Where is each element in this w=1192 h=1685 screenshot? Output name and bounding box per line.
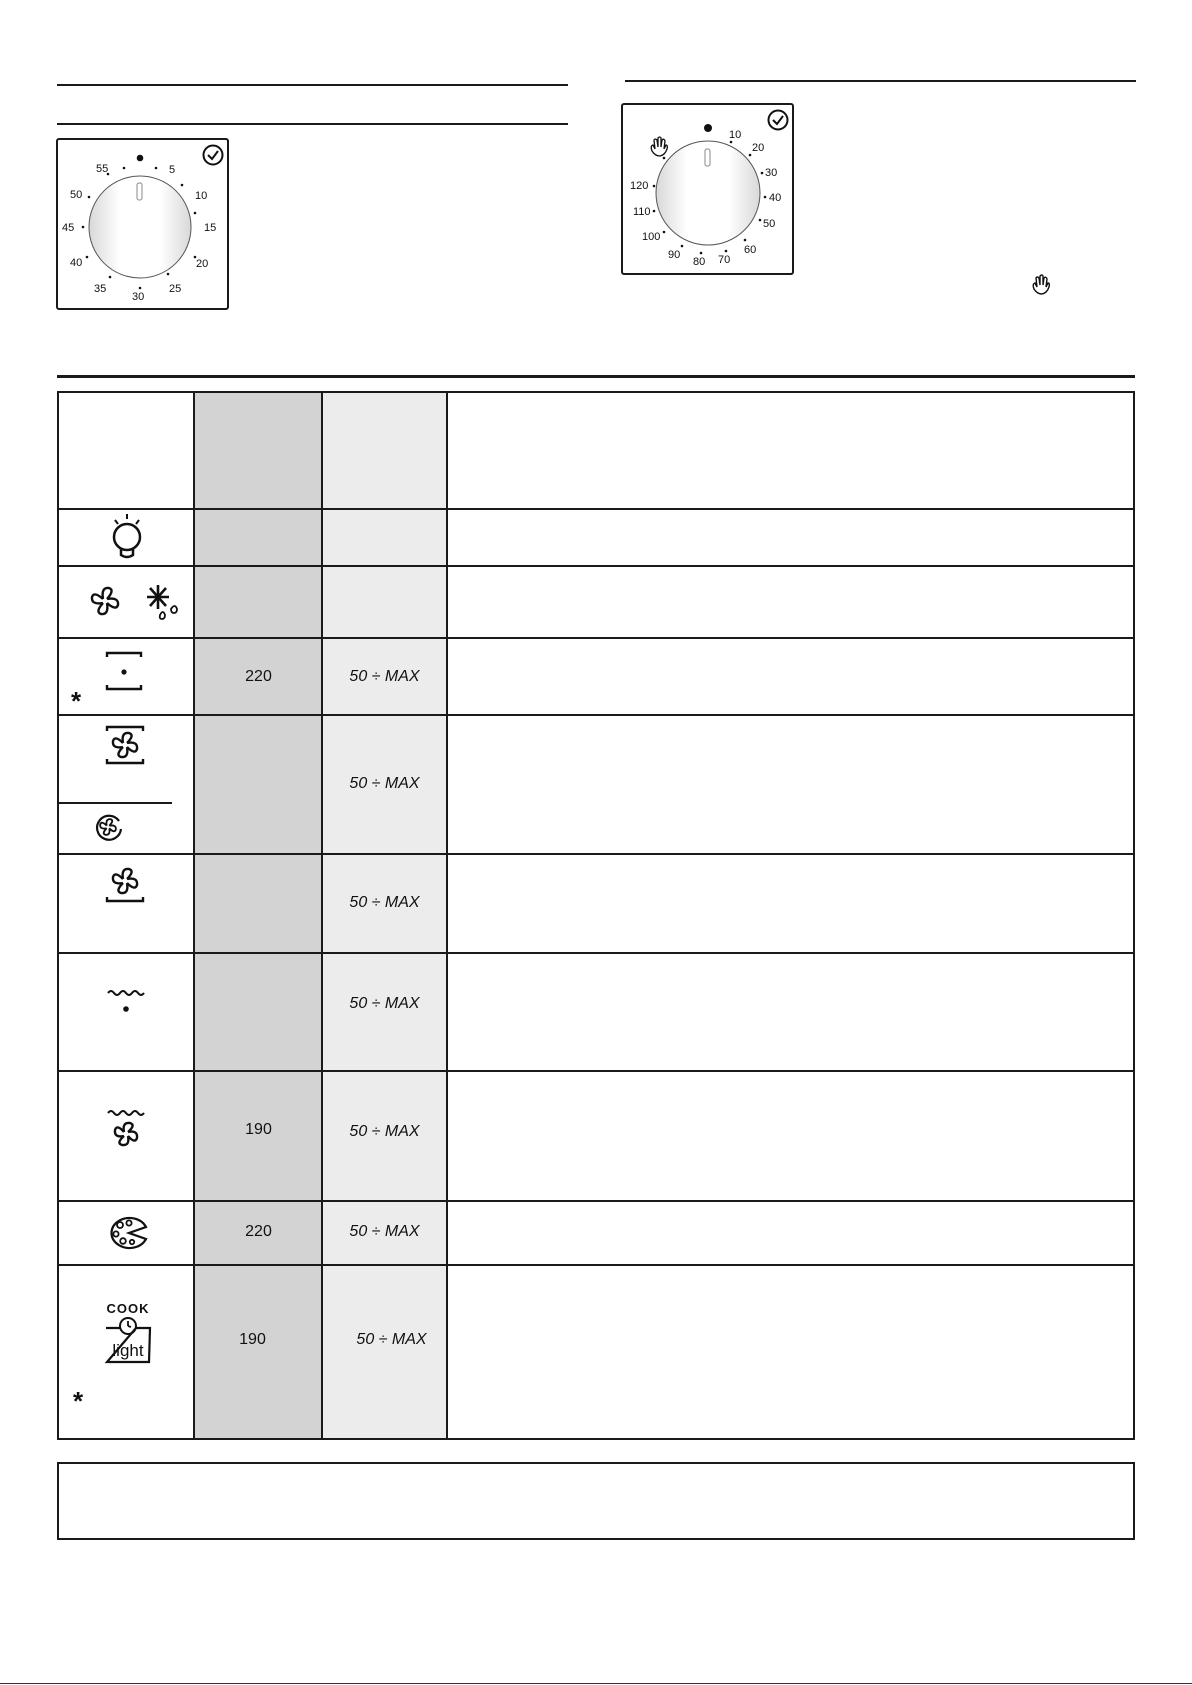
oven-lamp-icon	[105, 511, 149, 563]
dial-60-label-10: 10	[195, 190, 208, 202]
fan-defrost-icon	[83, 573, 183, 629]
dial-60-label-5: 5	[169, 164, 176, 176]
temperature-column	[195, 393, 322, 1438]
cook-light-light-text: light	[112, 1341, 144, 1360]
top-bottom-heat-icon	[103, 649, 147, 699]
row-3-temperature: 220	[245, 668, 272, 685]
program-table	[57, 391, 1135, 1440]
dial-60-label-55: 55	[96, 163, 109, 175]
hand-icon	[651, 137, 667, 156]
dial-120-label-30: 30	[765, 167, 778, 179]
fan-grill-icon	[105, 1107, 149, 1153]
dial-120-label-90: 90	[668, 249, 681, 261]
dial-120-label-20: 20	[752, 142, 765, 154]
dial-60-label-20: 20	[196, 258, 209, 270]
row-7-temperature: 190	[245, 1121, 272, 1138]
fan-top-bottom-heat-icon	[103, 723, 149, 769]
row-6-range: 50 ÷ MAX	[349, 995, 420, 1012]
row-8-range: 50 ÷ MAX	[349, 1223, 420, 1240]
dial-60-label-30: 30	[132, 291, 145, 303]
dial-120-label-10: 10	[729, 129, 742, 141]
cook-light-cook-text: COOK	[106, 1301, 150, 1316]
fan-bottom-heat-icon	[103, 863, 149, 909]
pizza-icon	[105, 1213, 153, 1253]
row-8-temperature: 220	[245, 1223, 272, 1240]
note-box	[57, 1462, 1135, 1540]
dial-120-label-70: 70	[718, 254, 731, 266]
note-star: *	[71, 686, 82, 716]
dial-120-label-80: 80	[693, 256, 706, 268]
timer-dial-60	[56, 138, 229, 310]
dial-120-label-60: 60	[744, 244, 757, 256]
page-bottom-rule	[0, 1683, 1192, 1684]
note-star: *	[73, 1386, 84, 1416]
row-9-range: 50 ÷ MAX	[356, 1331, 427, 1348]
section-rule-left-top	[57, 84, 568, 86]
row-3-range: 50 ÷ MAX	[349, 668, 420, 685]
dial-60-label-15: 15	[204, 222, 217, 234]
ring-fan-icon	[93, 811, 125, 843]
dial-120-label-50: 50	[763, 218, 776, 230]
dial-60-label-40: 40	[70, 257, 83, 269]
table-heading-rule	[57, 375, 1135, 378]
grill-icon	[105, 987, 149, 1021]
section-rule-left-bottom	[57, 123, 568, 125]
cook-light-icon	[99, 1300, 157, 1380]
timer-dial-120	[621, 103, 794, 275]
row-4-range: 50 ÷ MAX	[349, 775, 420, 792]
dial-120-label-110: 110	[633, 206, 651, 218]
row-9-temperature: 190	[239, 1331, 266, 1348]
row-7-range: 50 ÷ MAX	[349, 1123, 420, 1140]
range-column	[322, 393, 447, 1438]
dial-120-label-40: 40	[769, 192, 782, 204]
section-rule-right	[625, 80, 1136, 82]
dial-60-label-45: 45	[62, 222, 75, 234]
hand-icon	[1031, 274, 1053, 296]
dial-120-label-100: 100	[642, 231, 661, 243]
clock-check-icon	[204, 146, 223, 165]
clock-check-icon	[769, 111, 788, 130]
dial-60-label-50: 50	[70, 189, 83, 201]
dial-60-label-25: 25	[169, 283, 182, 295]
dial-60-label-35: 35	[94, 283, 107, 295]
dial-120-label-120: 120	[630, 180, 649, 192]
row-5-range: 50 ÷ MAX	[349, 894, 420, 911]
